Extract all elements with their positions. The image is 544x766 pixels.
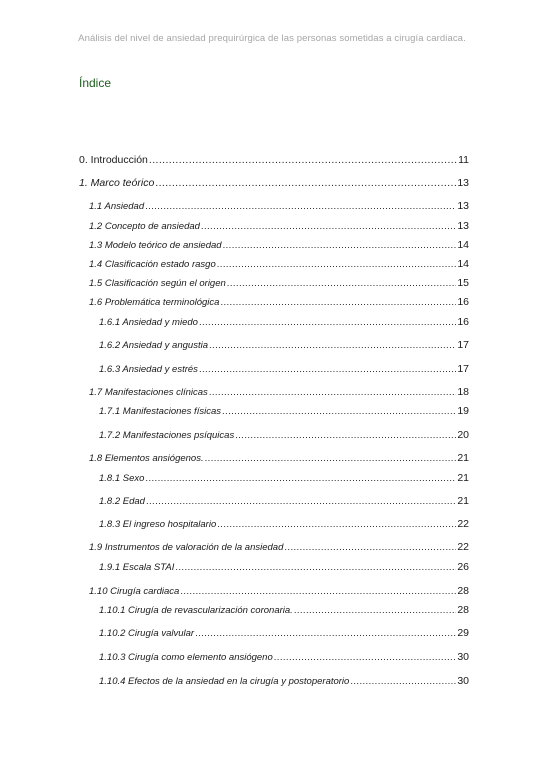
toc-dot-leader — [175, 562, 456, 574]
toc-entry[interactable] — [89, 296, 469, 309]
toc-entry-title: 1.7 Manifestaciones clínicas — [89, 387, 208, 398]
toc-entry-title: 1.4 Clasificación estado rasgo — [89, 259, 216, 270]
toc-entry-title: 1.3 Modelo teórico de ansiedad — [89, 240, 222, 251]
toc-entry[interactable] — [99, 561, 469, 574]
toc-entry-page-number: 28 — [457, 604, 469, 616]
toc-entry-title: 1.9 Instrumentos de valoración de la ansiedad — [89, 542, 284, 553]
toc-entry-title: 1.10.2 Cirugía valvular — [99, 628, 195, 639]
toc-entry-title: 1.5 Clasificación según el origen — [89, 278, 226, 289]
toc-entry[interactable] — [89, 585, 469, 598]
toc-dot-leader — [294, 605, 457, 617]
toc-entry-page-number: 13 — [457, 220, 469, 232]
toc-entry[interactable] — [99, 604, 469, 617]
toc-entry-page-number: 20 — [457, 429, 469, 441]
toc-entry-page-number: 28 — [457, 585, 469, 597]
toc-dot-leader — [149, 154, 457, 166]
toc-entry-page-number: 16 — [457, 316, 469, 328]
toc-entry-page-number: 13 — [457, 200, 469, 212]
toc-dot-leader — [199, 364, 456, 376]
toc-entry-title: 1.7.1 Manifestaciones físicas — [99, 406, 221, 417]
toc-dot-leader — [222, 406, 456, 418]
toc-dot-leader — [199, 317, 456, 329]
toc-entry[interactable] — [99, 627, 469, 640]
toc-entry[interactable] — [79, 154, 469, 166]
toc-entry-page-number: 26 — [457, 561, 469, 573]
toc-dot-leader — [155, 177, 456, 189]
toc-entry[interactable] — [79, 177, 469, 189]
toc-entry[interactable] — [89, 277, 469, 290]
toc-entry-title: 1.8.2 Edad — [99, 496, 145, 507]
toc-entry-page-number: 16 — [457, 296, 469, 308]
toc-entry-page-number: 14 — [457, 258, 469, 270]
toc-dot-leader — [223, 240, 457, 252]
toc-dot-leader — [145, 473, 456, 485]
toc-entry-page-number: 22 — [457, 541, 469, 553]
toc-entry-title: 1.8.3 El ingreso hospitalario — [99, 519, 217, 530]
toc-entry-title: 1.8 Elementos ansiógenos. — [89, 453, 204, 464]
toc-entry-page-number: 14 — [457, 239, 469, 251]
toc-dot-leader — [195, 628, 456, 640]
toc-dot-leader — [146, 496, 456, 508]
toc-entry-title: 1.6.2 Ansiedad y angustia — [99, 340, 208, 351]
toc-entry-page-number: 11 — [458, 154, 469, 166]
toc-entry-title: 1.6.1 Ansiedad y miedo — [99, 317, 198, 328]
toc-entry-title: 1.6.3 Ansiedad y estrés — [99, 364, 198, 375]
toc-entry[interactable] — [99, 405, 469, 418]
toc-entry-page-number: 30 — [457, 651, 469, 663]
toc-dot-leader — [220, 297, 456, 309]
toc-heading: Índice — [79, 76, 112, 90]
toc-entry-page-number: 21 — [457, 452, 469, 464]
toc-entry[interactable] — [99, 316, 469, 329]
toc-entry[interactable] — [89, 220, 469, 233]
toc-entry-page-number: 22 — [457, 518, 469, 530]
toc-entry[interactable] — [99, 339, 469, 352]
toc-entry[interactable] — [89, 258, 469, 271]
toc-entry-title: 1.10.4 Efectos de la ansiedad en la cirugía y postoperatorio — [99, 676, 350, 687]
running-header: Análisis del nivel de ansiedad prequirúrgica de las personas sometidas a cirugía cardiaca. — [78, 33, 466, 44]
toc-dot-leader — [201, 221, 456, 233]
toc-entry-title: 1.8.1 Sexo — [99, 473, 145, 484]
toc-entry-title: 1.10.3 Cirugía como elemento ansiógeno — [99, 652, 273, 663]
toc-entry-title: 1.6 Problemática terminológica — [89, 297, 220, 308]
toc-entry-page-number: 17 — [457, 339, 469, 351]
toc-entry-title: 1.2 Concepto de ansiedad — [89, 221, 200, 232]
toc-dot-leader — [217, 259, 457, 271]
toc-dot-leader — [145, 201, 456, 213]
toc-entry[interactable] — [99, 495, 469, 508]
toc-entry-page-number: 17 — [457, 363, 469, 375]
toc-dot-leader — [227, 278, 457, 290]
toc-entry[interactable] — [89, 239, 469, 252]
toc-entry-page-number: 18 — [457, 386, 469, 398]
toc-dot-leader — [205, 453, 457, 465]
toc-entry-title: 1. Marco teórico — [79, 177, 155, 189]
toc-entry[interactable] — [89, 541, 469, 554]
toc-dot-leader — [284, 542, 456, 554]
toc-entry[interactable] — [99, 472, 469, 485]
toc-entry[interactable] — [99, 651, 469, 664]
toc-entry[interactable] — [99, 518, 469, 531]
toc-entry-title: 1.9.1 Escala STAI — [99, 562, 175, 573]
toc-entry-page-number: 21 — [457, 495, 469, 507]
toc-entry[interactable] — [89, 200, 469, 213]
toc-entry[interactable] — [99, 675, 469, 688]
toc-entry-page-number: 30 — [457, 675, 469, 687]
toc-entry-page-number: 21 — [457, 472, 469, 484]
toc-entry-title: 1.7.2 Manifestaciones psíquicas — [99, 430, 235, 441]
toc-entry[interactable] — [99, 363, 469, 376]
toc-dot-leader — [209, 387, 457, 399]
toc-entry-title: 1.10 Cirugía cardiaca — [89, 586, 180, 597]
toc-dot-leader — [217, 519, 456, 531]
toc-entry-title: 1.1 Ansiedad — [89, 201, 145, 212]
toc-entry-page-number: 13 — [457, 177, 469, 189]
toc-dot-leader — [274, 652, 457, 664]
toc-dot-leader — [350, 676, 456, 688]
toc-entry-page-number: 29 — [457, 627, 469, 639]
toc-entry[interactable] — [89, 452, 469, 465]
toc-entry-title: 0. Introducción — [79, 154, 148, 166]
toc-entry-title: 1.10.1 Cirugía de revascularización coronaria. — [99, 605, 293, 616]
toc-dot-leader — [235, 430, 456, 442]
toc-dot-leader — [180, 586, 456, 598]
toc-entry[interactable] — [99, 429, 469, 442]
toc-entry[interactable] — [89, 386, 469, 399]
toc-dot-leader — [209, 340, 456, 352]
toc-entry-page-number: 15 — [457, 277, 469, 289]
toc-entry-page-number: 19 — [457, 405, 469, 417]
